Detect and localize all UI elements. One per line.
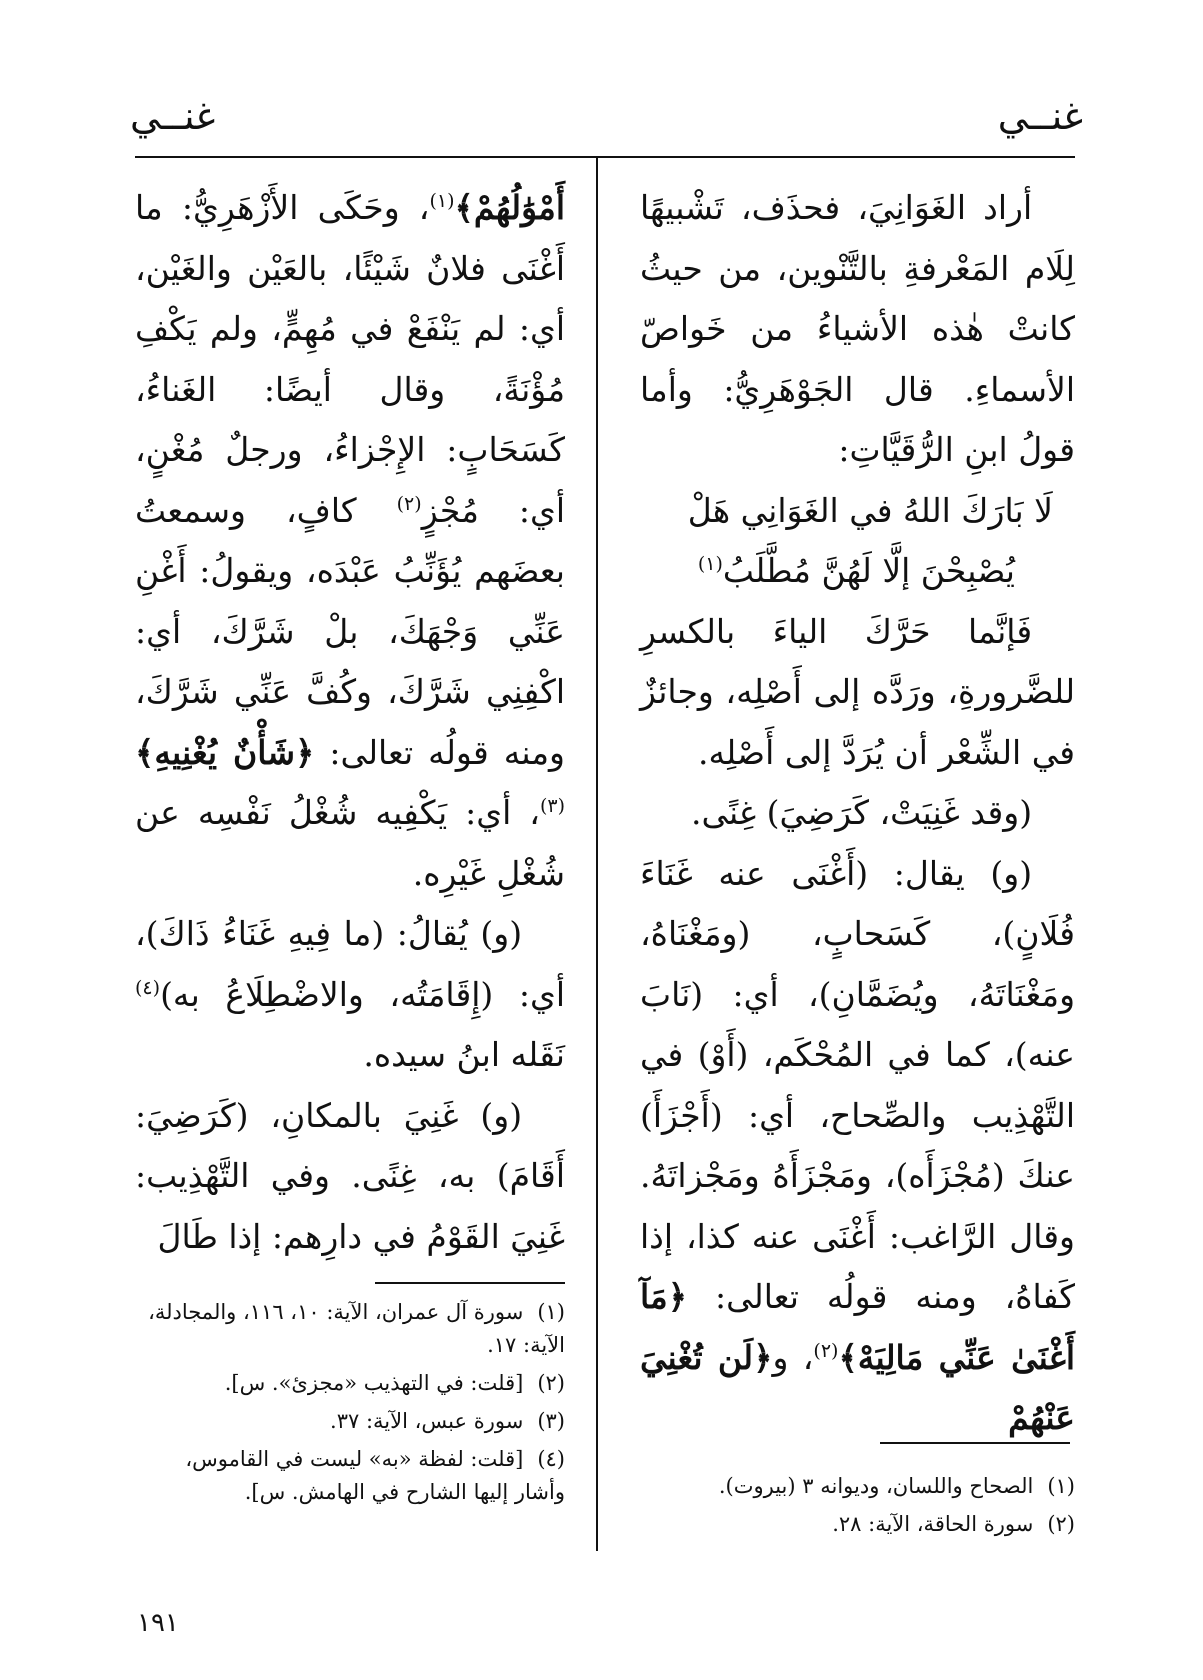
quran-quote: أَمْوَٰلُهُمْ﴾ <box>454 188 565 227</box>
column-divider <box>596 158 598 1551</box>
footnote: (١)الصحاح واللسان، وديوانه ٣ (بيروت). <box>718 1474 1075 1498</box>
footnote: (٢)[قلت: في التهذيب «مجزئ». س]. <box>224 1371 565 1395</box>
left-footnotes <box>135 1296 565 1514</box>
paragraph: أراد الغَوَانِيَ، فحذَف، تَشْبيهًا لِلَام المَعْرفةِ بالتَّنْوين، من حيثُ كانتْ هٰذه الأشياءُ من خَواصّ الأسماءِ. قال الجَوْهَرِيُّ: وأما قولُ ابنِ الرُّقَيَّاتِ: <box>640 188 1075 469</box>
footnote: (١)سورة آل عمران، الآية: ١٠، ١١٦، والمجادلة، الآية: ١٧. <box>148 1300 565 1357</box>
footnote-rule <box>375 1282 565 1284</box>
footnote-marker: (٣) <box>539 795 565 817</box>
paragraph: (و) يُقالُ: (ما فِيهِ غَنَاءُ ذَاكَ)، أي: (إِقَامَتُه، والاضْطِلَاعُ به)$^{(٤)}$ نَقَله ابنُ سيده. <box>135 914 565 1074</box>
verse-line: لَا بَارَكَ اللهُ في الغَوَانِي هَلْ <box>687 490 1053 530</box>
paragraph: فَإنَّما حَرَّكَ الياءَ بالكسرِ للضَّرورةِ، ورَدَّه إلى أَصْلِه، وجائزٌ في الشِّعْر أن يُرَدَّ إلى أَصْلِه. <box>640 611 1075 772</box>
left-column-text <box>135 178 565 1267</box>
footnote: (٤)[قلت: لفظة «به» ليست في القاموس، وأشار إليها الشارح في الهامش. س]. <box>185 1447 565 1504</box>
right-footnotes <box>640 1470 1075 1546</box>
quran-quote: ﴿مَآ أَغْنَىٰ عَنِّي مَالِيَهْ﴾ <box>640 1277 1076 1377</box>
footnote-marker: (٢) <box>813 1339 839 1362</box>
verse-line: يُصْبِحْنَ إلَّا لَهُنَّ مُطَّلَبُ$^{(١)}$ <box>697 551 1015 590</box>
footnote-marker: (١) <box>697 553 723 575</box>
paragraph: أَمْوَٰلُهُمْ﴾$^{(١)}$، وحَكَى الأَزْهَرِيُّ: ما أَغْنَى فلانٌ شَيْئًا، بالعَيْن والغَيْن، أي: لم يَنْفَعْ في مُهِمٍّ، ولم يَكْفِ مُؤْنَةً، وقال أيضًا: الغَناءُ، كَسَحَابٍ: الإِجْزاءُ، ورجلٌ مُغْنٍ، أي: مُجْزٍ$^{(٢)}$ كافٍ، وسمعتُ بعضَهم يُؤَنِّبُ عَبْدَه، ويقولُ: أَغْنِ عَنِّي وَجْهَكَ، بلْ شَرَّكَ، أي: اكْفِنِي شَرَّكَ، وكُفَّ عَنِّي شَرَّكَ، ومنه قولُه تعالى: ﴿شَأْنٌ يُغْنِيهِ﴾$^{(٣)}$، أي: يَكْفِيه شُغْلُ نَفْسِه عن شُغْلِ غَيْرِه. <box>135 188 565 893</box>
running-head-right: غنــي <box>997 94 1083 138</box>
footnote-marker: (٤) <box>135 976 161 999</box>
footnote: (٣)سورة عبس، الآية: ٣٧. <box>330 1409 565 1433</box>
footnote: (٢)سورة الحاقة، الآية: ٢٨. <box>832 1512 1075 1536</box>
quran-quote: ﴿لَن تُغْنِيَ عَنْهُمْ <box>640 1337 1075 1437</box>
quran-quote: ﴿شَأْنٌ يُغْنِيهِ﴾ <box>135 732 315 772</box>
header-rule <box>135 156 1075 158</box>
running-head-left: غنــي <box>130 94 216 138</box>
page-number: ١٩١ <box>137 1608 179 1638</box>
footnote-marker: (٢) <box>396 492 422 515</box>
right-column-text <box>640 178 1075 1449</box>
paragraph: (و) غَنِيَ بالمكانِ، (كَرَضِيَ: أَقَامَ) به، غِنًى. وفي التَّهْذِيب: غَنِيَ القَوْمُ في دارِهم: إذا طَالَ <box>135 1095 565 1256</box>
paragraph: (وقد غَنِيَتْ، كَرَضِيَ) غِنًى. <box>690 793 1033 832</box>
footnote-marker: (١) <box>429 190 455 212</box>
paragraph: (و) يقال: (أَغْنَى عنه غَنَاءَ فُلَانٍ)، كَسَحابٍ، (ومَغْنَاهُ، ومَغْنَاتَهُ، ويُضَمَّانِ)، أي: (نَابَ عنه)، كما في المُحْكَم، (أَوْ) في التَّهْذِيب والصِّحاح، أي: (أَجْزَأَ) عنكَ (مُجْزَأَه)، ومَجْزَأَهُ ومَجْزاتَهُ. وقال الرَّاغب: أَغْنَى عنه كذا، إذا كَفاهُ، ومنه قولُه تعالى: ﴿مَآ أَغْنَىٰ عَنِّي مَالِيَهْ﴾$^{(٢)}$، و﴿لَن تُغْنِيَ عَنْهُمْ <box>640 853 1076 1437</box>
footnote-rule <box>880 1442 1070 1444</box>
